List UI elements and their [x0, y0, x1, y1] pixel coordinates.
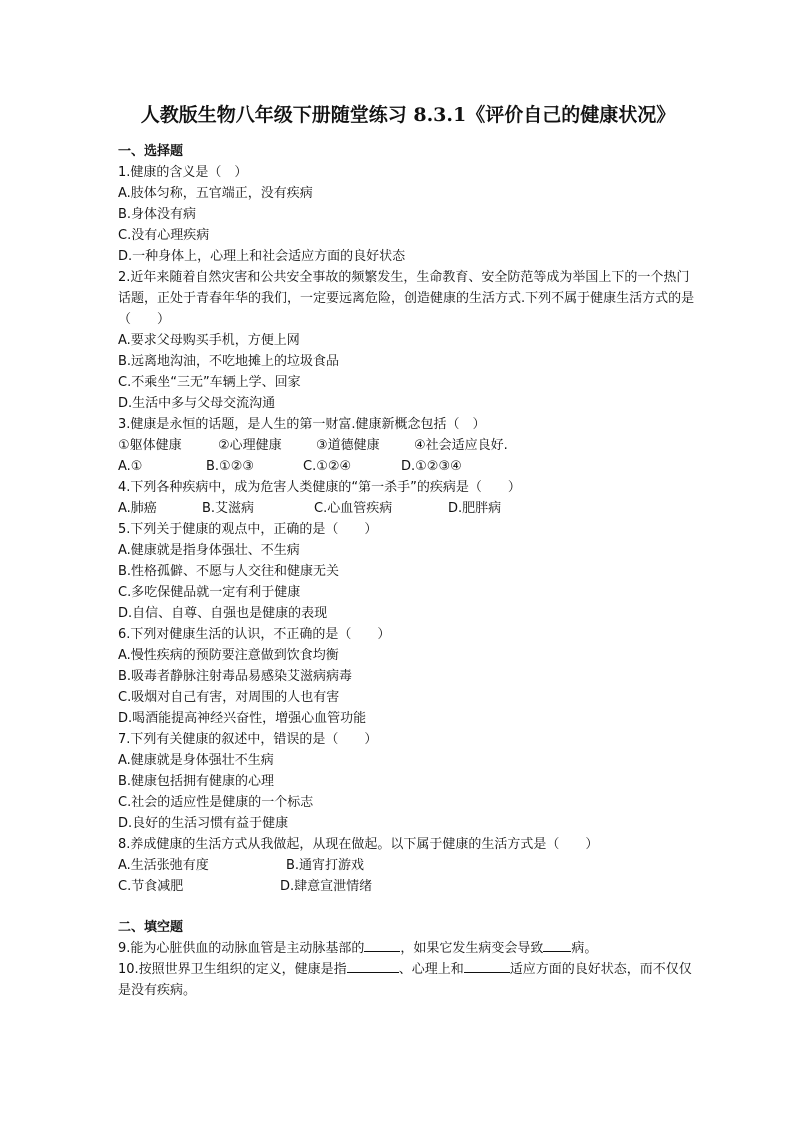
question-7-option-b: B.健康包括拥有健康的心理 — [118, 774, 275, 789]
question-9 — [118, 938, 698, 959]
question-2-stem: 2.近年来随着自然灾害和公共安全事故的频繁发生，生命教育、安全防范等成为举国上下的一个热门话题，正处于青春年华的我们，一定要远离危险，创造健康的生活方式.下列不属于健康生活方式的是（ ） — [118, 270, 695, 327]
question-3-option-c: C.①②④ — [303, 459, 352, 474]
question-10-text-1: 10.按照世界卫生组织的定义，健康是指 — [118, 962, 347, 977]
question-5-option-b: B.性格孤僻、不愿与人交往和健康无关 — [118, 564, 340, 579]
question-2-option-d: D.生活中多与父母交流沟通 — [118, 396, 276, 411]
question-7-option-a: A.健康就是身体强壮不生病 — [118, 753, 274, 768]
question-3-items — [118, 435, 698, 456]
question-8-option-d: D.肆意宣泄情绪 — [280, 879, 373, 894]
question-5-option-c: C.多吃保健品就一定有利于健康 — [118, 585, 301, 600]
question-5-stem: 5.下列关于健康的观点中，正确的是（ ） — [118, 522, 378, 537]
question-3-item-4: ④社会适应良好. — [414, 438, 508, 453]
section-spacer — [118, 897, 698, 917]
question-10-text-3: 适应方面的良好状态，而不仅仅是没有疾病。 — [118, 962, 692, 998]
question-3-item-2: ②心理健康 — [218, 438, 282, 453]
question-4-option-a: A.肺癌 — [118, 501, 157, 516]
question-3-item-3: ③道德健康 — [316, 438, 380, 453]
question-3-option-d: D.①②③④ — [401, 459, 462, 474]
question-3-item-1: ①躯体健康 — [118, 438, 182, 453]
question-3-option-b: B.①②③ — [206, 459, 255, 474]
question-9-blank-2 — [543, 938, 571, 952]
question-4-option-d: D.肥胖病 — [448, 501, 502, 516]
question-8-option-c: C.节食减肥 — [118, 879, 184, 894]
question-10-blank-2 — [464, 959, 510, 973]
question-10-blank-1 — [347, 959, 399, 973]
question-10 — [118, 959, 698, 1001]
question-6-option-a: A.慢性疾病的预防要注意做到饮食均衡 — [118, 648, 339, 663]
question-8-options-row-1 — [118, 855, 698, 876]
question-4-stem: 4.下列各种疾病中，成为危害人类健康的“第一杀手”的疾病是（ ） — [118, 480, 521, 495]
question-4-option-b: B.艾滋病 — [202, 501, 255, 516]
question-1-stem: 1.健康的含义是（ ） — [118, 165, 248, 180]
question-8-stem: 8.养成健康的生活方式从我做起，从现在做起。以下属于健康的生活方式是（ ） — [118, 837, 599, 852]
document-page — [118, 100, 698, 1001]
question-2-option-b: B.远离地沟油，不吃地摊上的垃圾食品 — [118, 354, 340, 369]
question-3-stem: 3.健康是永恒的话题，是人生的第一财富.健康新概念包括（ ） — [118, 417, 486, 432]
section-heading-fill: 二、填空题 — [118, 920, 184, 935]
question-5-option-a: A.健康就是指身体强壮、不生病 — [118, 543, 300, 558]
question-6-option-b: B.吸毒者静脉注射毒品易感染艾滋病病毒 — [118, 669, 353, 684]
question-1-option-d: D.一种身体上，心理上和社会适应方面的良好状态 — [118, 249, 406, 264]
question-8-option-b: B.通宵打游戏 — [286, 858, 365, 873]
question-1-option-a: A.肢体匀称，五官端正，没有疾病 — [118, 186, 313, 201]
question-7-option-c: C.社会的适应性是健康的一个标志 — [118, 795, 314, 810]
question-10-text-2: 、心理上和 — [398, 962, 464, 977]
question-7-option-d: D.良好的生活习惯有益于健康 — [118, 816, 289, 831]
question-3-options — [118, 456, 698, 477]
question-8-option-a: A.生活张弛有度 — [118, 858, 209, 873]
question-6-option-d: D.喝酒能提高神经兴奋性，增强心血管功能 — [118, 711, 367, 726]
question-2-option-c: C.不乘坐“三无”车辆上学、回家 — [118, 375, 301, 390]
question-6-stem: 6.下列对健康生活的认识，不正确的是（ ） — [118, 627, 391, 642]
question-5-option-d: D.自信、自尊、自强也是健康的表现 — [118, 606, 328, 621]
question-4-option-c: C.心血管疾病 — [314, 501, 393, 516]
question-9-text-1: 9.能为心脏供血的动脉血管是主动脉基部的 — [118, 941, 365, 956]
question-1-option-c: C.没有心理疾病 — [118, 228, 210, 243]
section-heading-choice: 一、选择题 — [118, 144, 184, 159]
question-3-option-a: A.① — [118, 459, 143, 474]
question-2-option-a: A.要求父母购买手机，方便上网 — [118, 333, 300, 348]
question-7-stem: 7.下列有关健康的叙述中，错误的是（ ） — [118, 732, 378, 747]
question-9-text-2: ，如果它发生病变会导致 — [400, 941, 544, 956]
document-title: 人教版生物八年级下册随堂练习 8.3.1《评价自己的健康状况》 — [140, 104, 676, 126]
question-8-options-row-2 — [118, 876, 698, 897]
question-6-option-c: C.吸烟对自己有害，对周围的人也有害 — [118, 690, 340, 705]
question-4-options — [118, 498, 698, 519]
question-9-text-3: 病。 — [571, 941, 598, 956]
question-1-option-b: B.身体没有病 — [118, 207, 197, 222]
question-9-blank-1 — [364, 938, 400, 952]
